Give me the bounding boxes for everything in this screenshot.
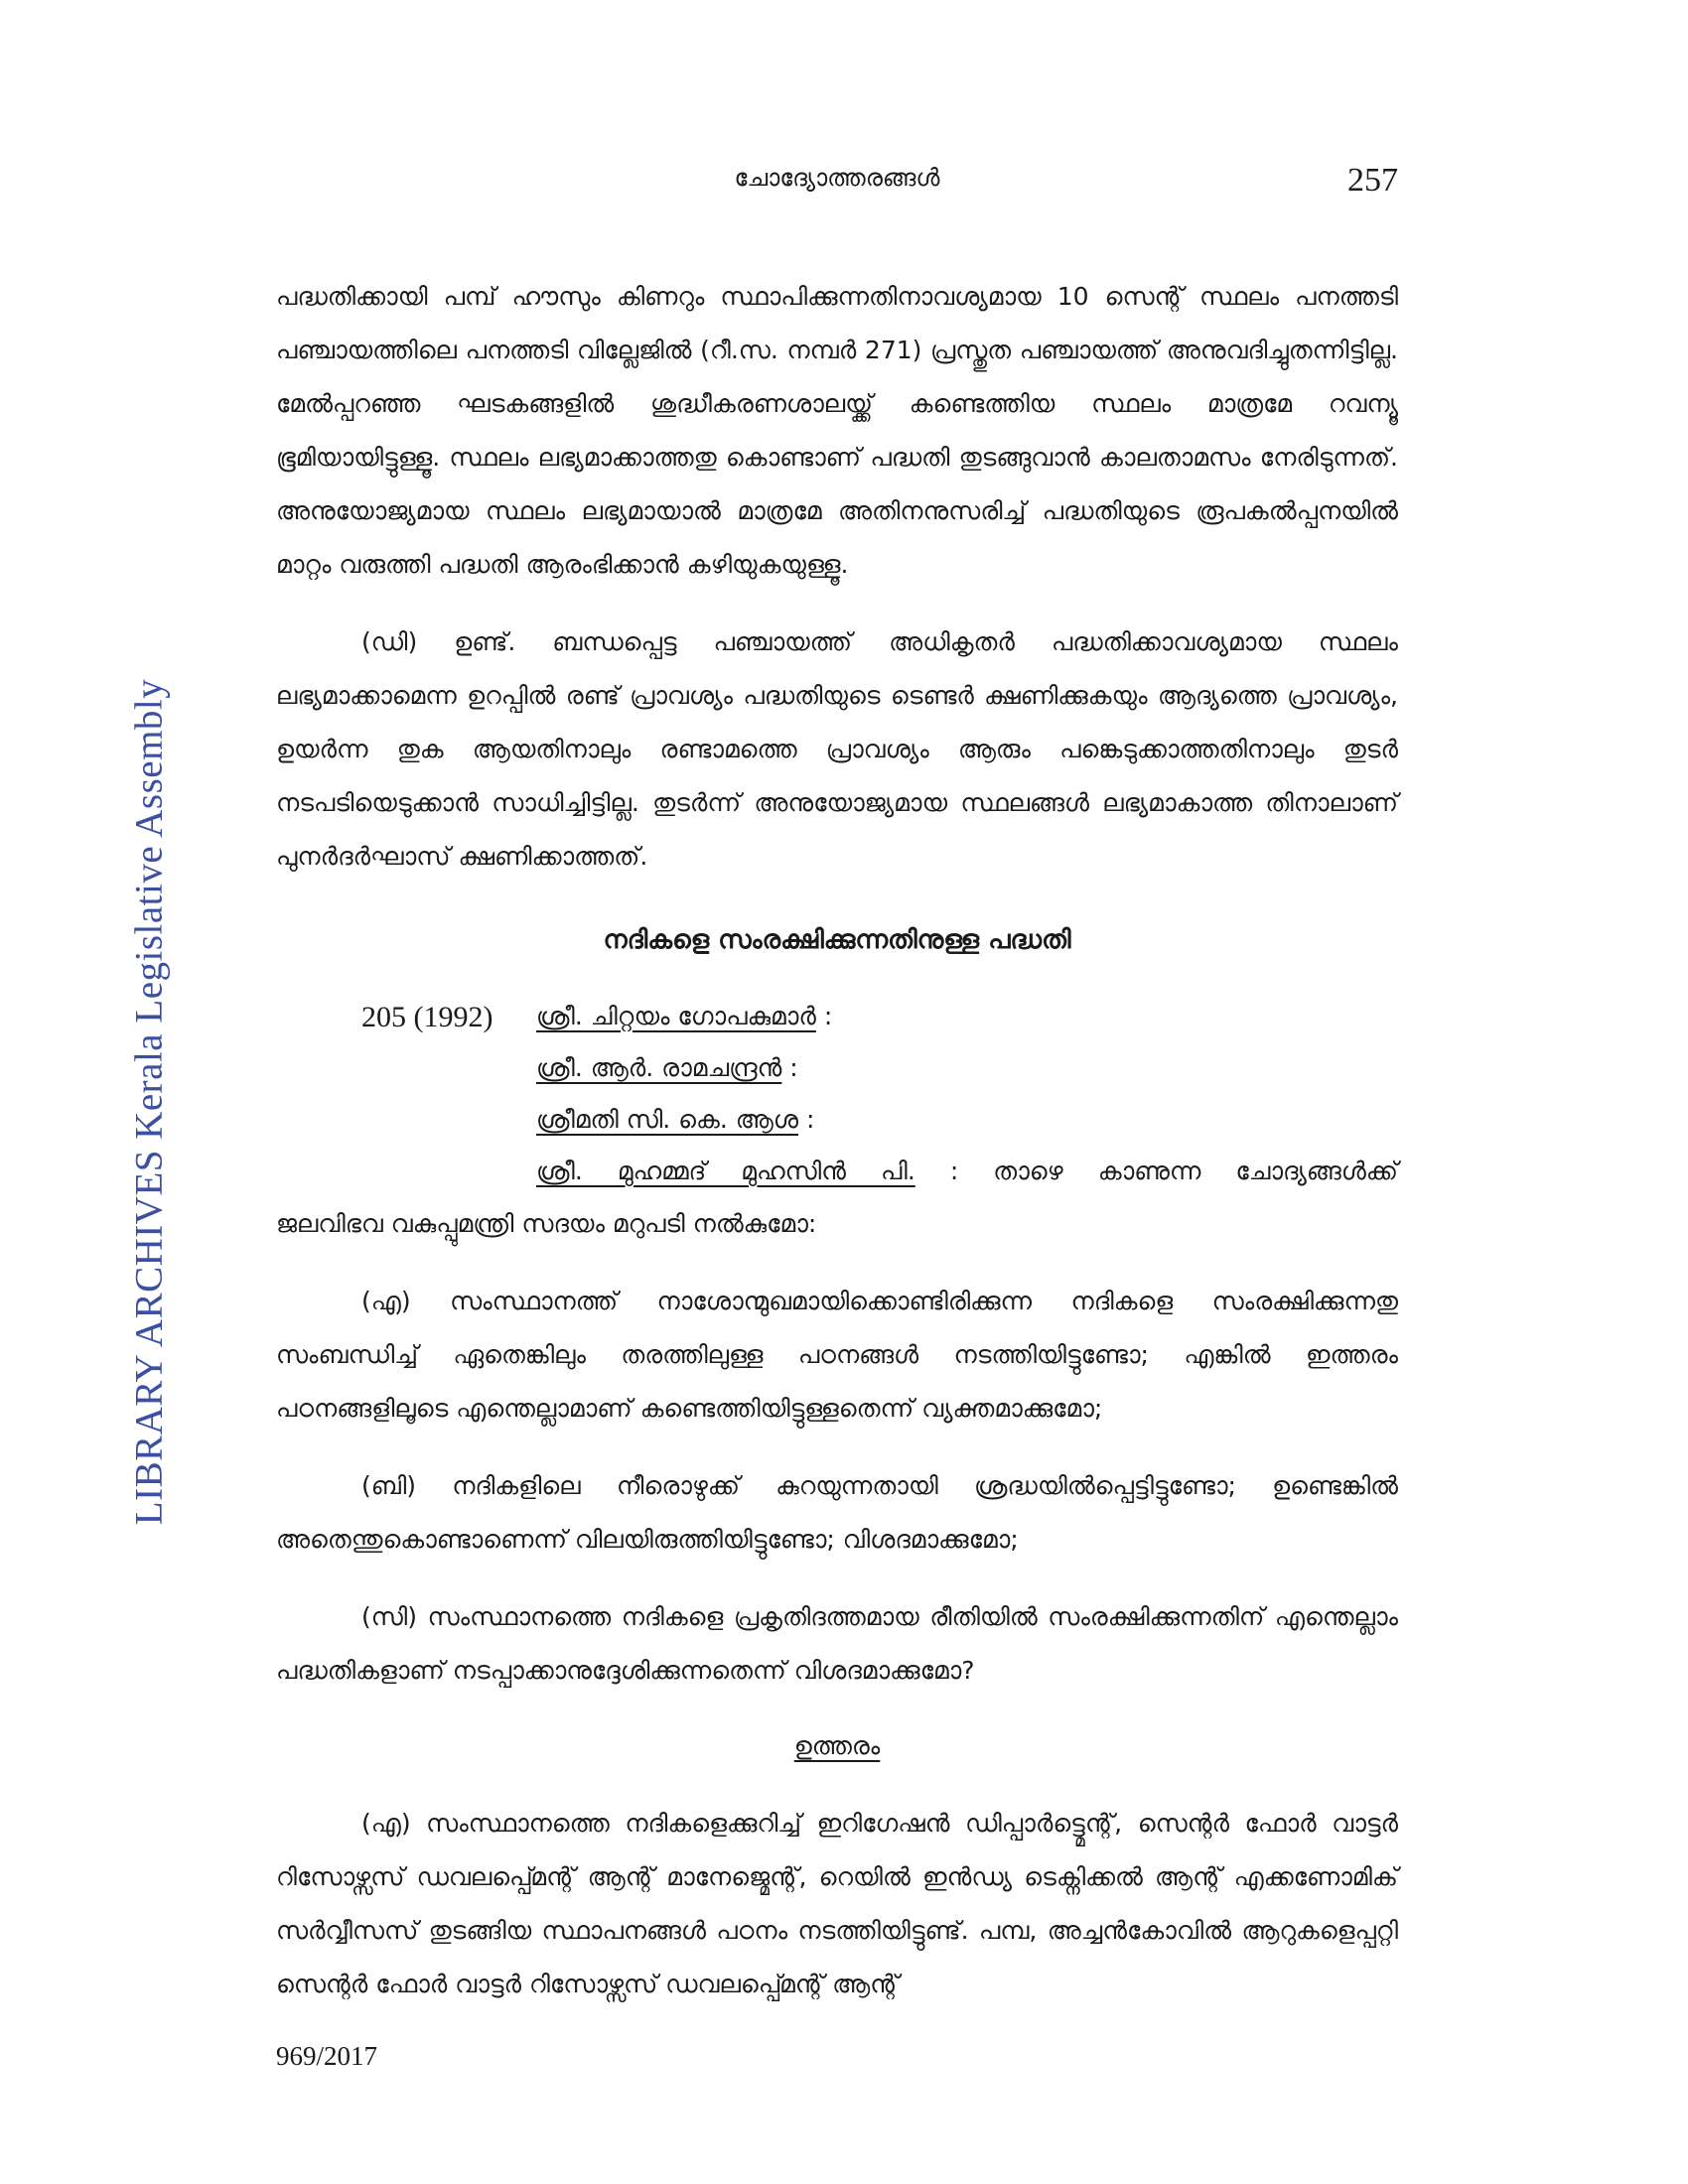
member-suffix: : [798,1105,815,1134]
member-suffix: : താഴെ കാണുന്ന ചോദ്യങ്ങൾക്ക് [914,1157,1398,1185]
answer-heading-text: ഉത്തരം [793,1731,881,1760]
question-part-b: (ബി) നദികളിലെ നീരൊഴുക്ക് കുറയുന്നതായി ശ്രദ്ധയിൽപ്പെട്ടിട്ടുണ്ടോ; ഉണ്ടെങ്കിൽ അതെന്തുകൊണ്ടാണെന്ന് വിലയിരുത്തിയിട്ടുണ്ടോ; വിശദമാക്കുമോ; [276,1471,1398,1554]
member-name: ശ്രീ. ചിറ്റയം ഗോപകുമാർ [536,1002,816,1030]
running-title-text: ചോദ്യോത്തരങ്ങൾ [734,164,940,192]
section-heading: നദികളെ സംരക്ഷിക്കുന്നതിനുള്ള പദ്ധതി [603,925,1071,955]
page-body [276,270,1398,2011]
member-line [536,1094,1398,1146]
question-addressee: ജലവിഭവ വകുപ്പുമന്ത്രി സദയം മറുപടി നൽകുമോ: [276,1209,817,1238]
member-names [536,991,1398,1197]
question-part-a: (എ) സംസ്ഥാനത്ത് നാശോന്മുഖമായിക്കൊണ്ടിരിക്കുന്ന നദികളെ സംരക്ഷിക്കുന്നതു സംബന്ധിച്ച് ഏതെങ്കിലും തരത്തിലുള്ള പഠനങ്ങൾ നടത്തിയിട്ടുണ്ടോ; എങ്കിൽ ഇത്തരം പഠനങ്ങളിലൂടെ എന്തെല്ലാമാണ് കണ്ടെത്തിയിട്ടുള്ളതെന്ന് വ്യക്തമാക്കുമോ; [276,1287,1398,1423]
question-block [276,991,1398,1197]
print-reference: 969/2017 [276,2041,378,2071]
member-name: ശ്രീ. മുഹമ്മദ് മുഹസിൻ പി. [536,1157,915,1185]
question-number: 205 (1992) [361,1001,493,1033]
member-line [536,1042,1398,1094]
member-line [536,1146,1398,1197]
answer-heading [276,1719,1398,1773]
continued-paragraph: പദ്ധതിക്കായി പമ്പ് ഹൗസും കിണറും സ്ഥാപിക്കുന്നതിനാവശ്യമായ 10 സെന്റ് സ്ഥലം പനത്തടി പഞ്ചായത്തിലെ പനത്തടി വില്ലേജിൽ (റീ.സ. നമ്പർ 271) പ്രസ്തുത പഞ്ചായത്ത് അനുവദിച്ചുതന്നിട്ടില്ല. മേൽപ്പറഞ്ഞ ഘടകങ്ങളിൽ ശുദ്ധീകരണശാലയ്ക്ക് കണ്ടെത്തിയ സ്ഥലം മാത്രമേ റവന്യൂ ഭൂമിയായിട്ടുള്ളൂ. സ്ഥലം ലഭ്യമാക്കാത്തതു കൊണ്ടാണ് പദ്ധതി തുടങ്ങുവാൻ കാലതാമസം നേരിടുന്നത്. അനുയോജ്യമായ സ്ഥലം ലഭ്യമായാൽ മാത്രമേ അതിനനുസരിച്ച് പദ്ധതിയുടെ രൂപകൽപ്പനയിൽ മാറ്റം വരുത്തി പദ്ധതി ആരംഭിക്കാൻ കഴിയുകയുള്ളൂ. [276,282,1398,579]
member-suffix: : [815,1002,833,1030]
answer-part-d: (ഡി) ഉണ്ട്. ബന്ധപ്പെട്ട പഞ്ചായത്ത് അധികൃതർ പദ്ധതിക്കാവശ്യമായ സ്ഥലം ലഭ്യമാക്കാമെന്ന ഉറപ്പിൽ രണ്ട് പ്രാവശ്യം പദ്ധതിയുടെ ടെണ്ടർ ക്ഷണിക്കുകയും ആദ്യത്തെ പ്രാവശ്യം, ഉയർന്ന തുക ആയതിനാലും രണ്ടാമത്തെ പ്രാവശ്യം ആരും പങ്കെടുക്കാത്തതിനാലും തുടർ നടപടിയെടുക്കാൻ സാധിച്ചിട്ടില്ല. തുടർന്ന് അനുയോജ്യമായ സ്ഥലങ്ങൾ ലഭ്യമാകാത്ത തിനാലാണ് പുനർദർഘാസ് ക്ഷണിക്കാത്തത്. [276,627,1398,871]
answer-part-a: (എ) സംസ്ഥാനത്തെ നദികളെക്കുറിച്ച് ഇറിഗേഷൻ ഡിപ്പാർട്ട്മെന്റ്, സെന്റർ ഫോർ വാട്ടർ റിസോഴ്സസ് ഡവലപ്പ്മെന്റ് ആന്റ് മാനേജ്മെന്റ്, റെയിൽ ഇൻഡ്യ ടെക്നിക്കൽ ആന്റ് എക്കണോമിക് സർവ്വീസസ് തുടങ്ങിയ സ്ഥാപനങ്ങൾ പഠനം നടത്തിയിട്ടുണ്ട്. പമ്പ, അച്ചൻകോവിൽ ആറുകളെപ്പറ്റി സെന്റർ ഫോർ വാട്ടർ റിസോഴ്സസ് ഡവലപ്പ്മെന്റ് ആന്റ് [276,1809,1398,1998]
member-line [536,991,1398,1042]
archive-watermark: LIBRARY ARCHIVES Kerala Legislative Assembly [127,678,171,1526]
running-title [276,164,1398,192]
member-suffix: : [781,1053,798,1082]
member-name: ശ്രീ. ആർ. രാമചന്ദ്രൻ [536,1053,782,1082]
page-number: 257 [1347,162,1398,199]
question-part-c: (സി) സംസ്ഥാനത്തെ നദികളെ പ്രകൃതിദത്തമായ രീതിയിൽ സംരക്ഷിക്കുന്നതിന് എന്തെല്ലാം പദ്ധതികളാണ് നടപ്പാക്കാനുദ്ദേശിക്കുന്നതെന്ന് വിശദമാക്കുമോ? [276,1602,1398,1685]
member-name: ശ്രീമതി സി. കെ. ആശ [536,1105,799,1134]
